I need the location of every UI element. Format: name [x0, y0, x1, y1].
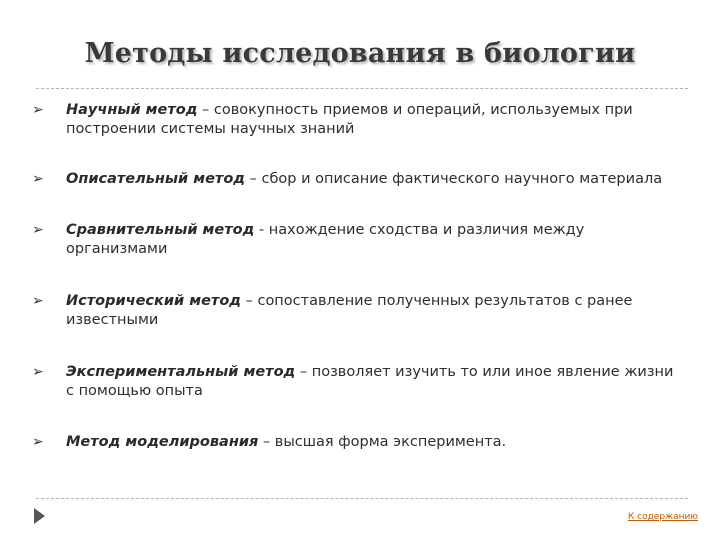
method-description: – сбор и описание фактического научного материала — [245, 171, 663, 187]
method-description: - нахождение сходства и различия между организмами — [66, 222, 585, 257]
arrow-bullet-icon: ➢ — [32, 434, 44, 450]
list-item — [32, 221, 676, 259]
method-term: Сравнительный метод — [66, 222, 255, 238]
arrow-bullet-icon: ➢ — [32, 102, 44, 118]
method-description: – совокупность приемов и операций, используемых при построении системы научных знаний — [66, 102, 633, 137]
method-description: – позволяет изучить то или иное явление жизни с помощью опыта — [66, 364, 674, 399]
arrow-bullet-icon: ➢ — [32, 222, 44, 238]
arrow-bullet-icon: ➢ — [32, 293, 44, 309]
list-item — [32, 363, 676, 401]
slide-title: Методы исследования в биологии — [84, 38, 636, 69]
method-term: Метод моделирования — [66, 434, 259, 450]
method-term: Научный метод — [66, 102, 198, 118]
list-item — [32, 101, 676, 139]
arrow-bullet-icon: ➢ — [32, 171, 44, 187]
method-description: – высшая форма эксперимента. — [258, 434, 507, 450]
bottom-divider — [36, 498, 688, 499]
table-of-contents-link[interactable]: К содержанию — [627, 512, 698, 522]
method-term: Экспериментальный метод — [66, 364, 296, 380]
list-item — [32, 292, 676, 330]
list-item — [32, 433, 676, 452]
play-arrow-icon[interactable] — [34, 508, 45, 524]
method-term: Описательный метод — [66, 171, 246, 187]
method-term: Исторический метод — [66, 293, 241, 309]
list-item — [32, 170, 676, 189]
arrow-bullet-icon: ➢ — [32, 364, 44, 380]
method-description: – сопоставление полученных результатов с ранее известными — [66, 293, 633, 328]
